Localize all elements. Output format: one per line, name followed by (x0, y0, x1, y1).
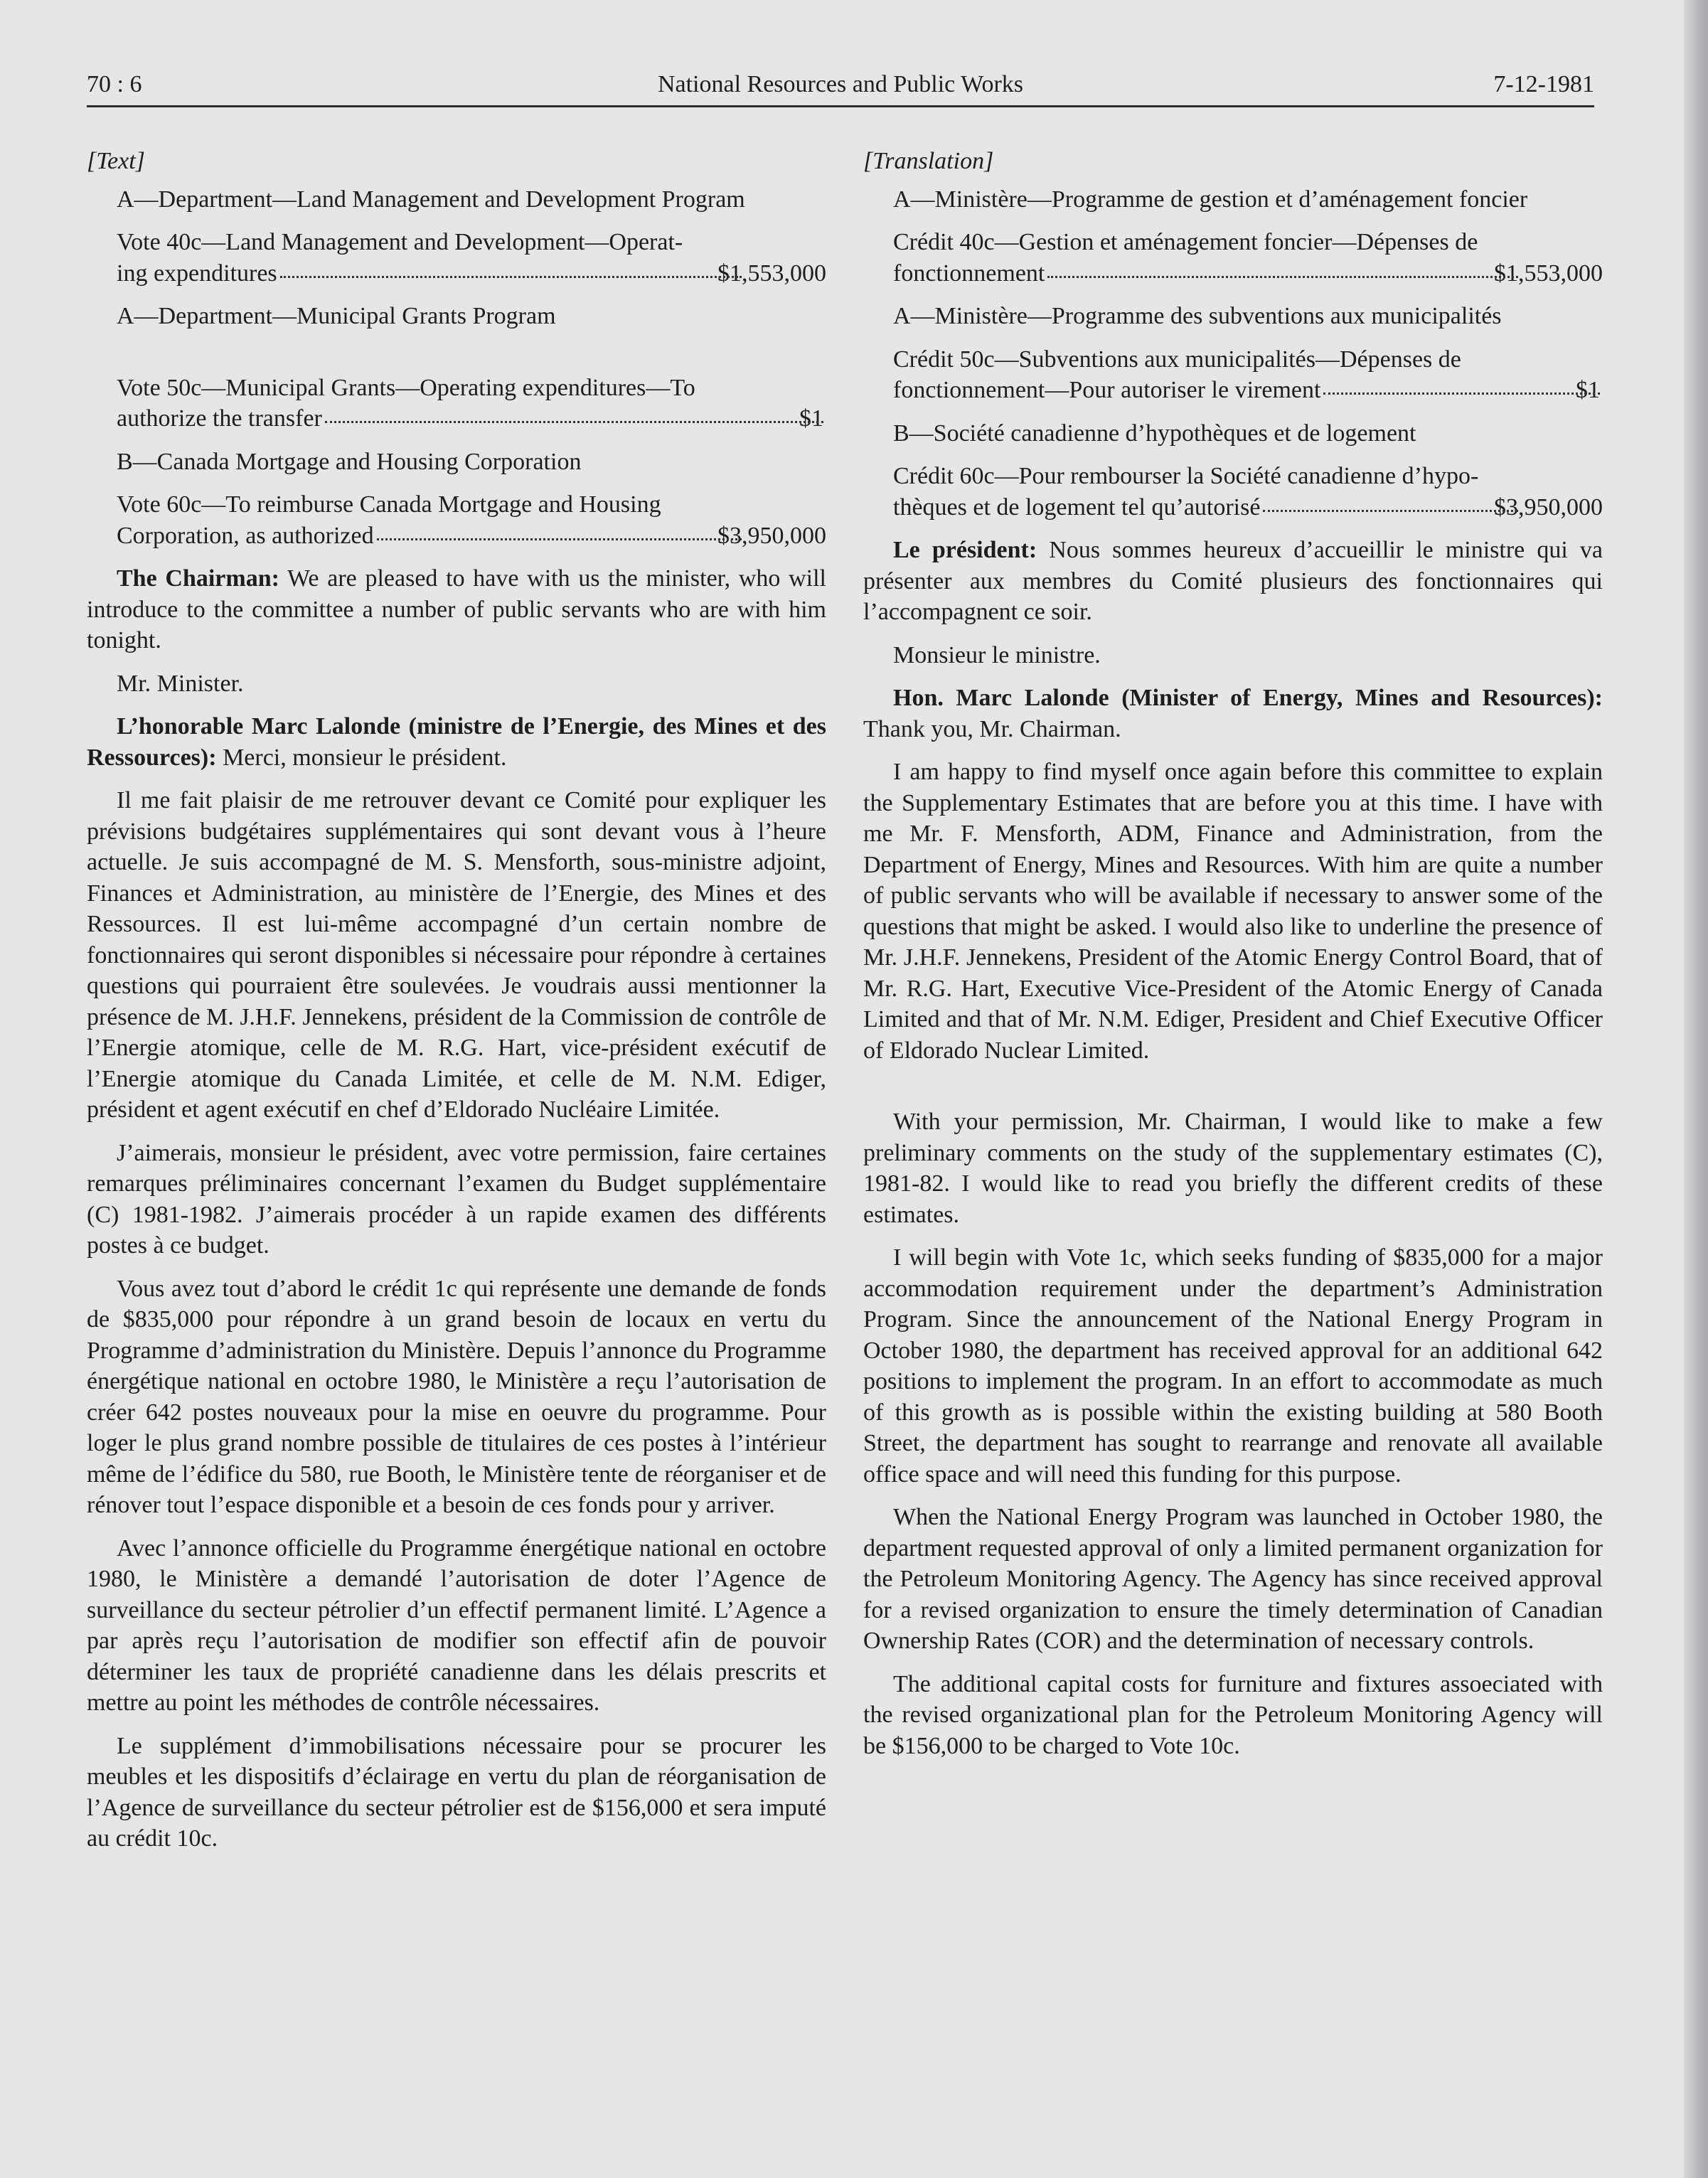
paragraph-2: With your permission, Mr. Chairman, I would like to make a few preliminary comments on the study of the supplementary estimates (C), 1981-82. I would like to read you briefly the different credits of these estimates. (863, 1109, 1603, 1228)
credit-40c-text: Crédit 40c—Gestion et aménagement foncier—Dépenses de (893, 229, 1478, 255)
vote-50c: Vote 50c—Municipal Grants—Operating expenditures—To authorize the transfer $1 (87, 373, 826, 434)
lalonde-paragraph: Hon. Marc Lalonde (Minister of Energy, Mines and Resources): Thank you, Mr. Chairman. (863, 685, 1603, 742)
program-heading-1: A—Ministère—Programme de gestion et d’aménagement foncier (893, 186, 1528, 213)
running-header (87, 70, 1594, 107)
paragraph-4: Avec l’annonce officielle du Programme énergétique national en octobre 1980, le Ministère a demandé l’autorisation de doter l’Agence de surveillance du secteur pétrolier d’un effectif permanent limité. L’Agence a par après reçu l’autorisation de modifier son effectif afin de pouvoir déterminer les taux de propriété canadienne dans les délais prescrits et mettre au point les méthodes de contrôle nécessaires. (87, 1534, 826, 1716)
credit-50c: Crédit 50c—Subventions aux municipalités—Dépenses de fonctionnement—Pour autoriser le virement $1 (863, 344, 1603, 406)
left-column (87, 146, 826, 1867)
vote-40c-amount: $1,553,000 (717, 260, 826, 287)
leader-dots (325, 420, 823, 423)
program-heading-3: B—Société canadienne d’hypothèques et de logement (893, 420, 1416, 447)
leader-dots (1047, 275, 1518, 278)
chairman-paragraph: Le président: Nous sommes heureux d’accueillir le ministre qui va présenter aux membres du Comité plusieurs des fonctionnaires qui l’accompagnent ce soir. (863, 537, 1603, 625)
speaker-name: Hon. Marc Lalonde (Minister of Energy, Mines and Resources): (893, 685, 1603, 711)
lalonde-paragraph: L’honorable Marc Lalonde (ministre de l’Energie, des Mines et des Ressources): Merci, monsieur le président. (87, 713, 826, 771)
vote-60c-cont: Corporation, as authorized (117, 522, 374, 549)
leader-dots (1263, 509, 1518, 512)
speaker-name: L’honorable Marc Lalonde (ministre de l’Energie, des Mines et des Ressources): (87, 713, 826, 771)
chairman-paragraph: The Chairman: We are pleased to have with us the minister, who will introduce to the committee a number of public servants who are with him tonight. (87, 565, 827, 653)
speaker-name: The Chairman: (117, 565, 279, 592)
credit-60c-amount: $3,950,000 (1494, 493, 1603, 521)
vote-60c (87, 489, 826, 551)
credit-50c-cont: fonctionnement—Pour autoriser le virement (893, 377, 1321, 403)
vote-50c-text: Vote 50c—Municipal Grants—Operating expenditures—To (117, 374, 695, 401)
paragraph-5: Le supplément d’immobilisations nécessaire pour se procurer les meubles et les dispositifs d’éclairage en vertu du plan de réorganisation de l’Agence de surveillance du secteur pétrolier est de $156,000 et sera imputé au crédit 10c. (87, 1732, 826, 1852)
speaker-name: Le président: (893, 537, 1037, 563)
paragraph-5: The additional capital costs for furniture and fixtures assoeciated with the revised organizational plan for the Petroleum Monitoring Agency will be $156,000 to be charged to Vote 10c. (863, 1670, 1603, 1759)
translation-tag: [Translation] (863, 148, 994, 174)
credit-60c-cont: thèques et de logement tel qu’autorisé (893, 493, 1261, 521)
credit-40c-amount: $1,553,000 (1494, 260, 1603, 287)
credit-60c-text: Crédit 60c—Pour rembourser la Société canadienne d’hypo- (893, 463, 1479, 489)
page-binding-edge (1684, 0, 1708, 2178)
vote-40c (87, 227, 826, 289)
vote-60c-text: Vote 60c—To reimburse Canada Mortgage and Housing (117, 491, 661, 518)
vote-50c-cont: authorize the transfer (117, 405, 322, 432)
program-heading-2: A—Department—Municipal Grants Program (117, 303, 556, 329)
right-column (863, 146, 1603, 1773)
vote-40c-cont: ing expenditures (117, 260, 277, 287)
leader-dots (280, 275, 742, 278)
leader-dots (377, 538, 742, 540)
text-tag: [Text] (87, 148, 145, 174)
header-date: 7-12-1981 (1493, 71, 1594, 97)
leader-dots (1323, 392, 1600, 395)
credit-40c-cont: fonctionnement (893, 260, 1045, 287)
program-heading-2: A—Ministère—Programme des subventions aux municipalités (893, 303, 1502, 329)
mr-minister-line: Mr. Minister. (117, 670, 244, 697)
program-heading-3: B—Canada Mortgage and Housing Corporation (117, 448, 582, 475)
vote-40c-text: Vote 40c—Land Management and Development—Operat- (117, 229, 683, 255)
page-number: 70 : 6 (87, 71, 142, 97)
credit-60c (863, 461, 1603, 523)
vote-60c-amount: $3,950,000 (717, 522, 826, 549)
program-heading-1: A—Department—Land Management and Development Program (117, 186, 745, 213)
paragraph-4: When the National Energy Program was launched in October 1980, the department requested approval of only a limited permanent organization for the Petroleum Monitoring Agency. The Agency has since received approval for a revised organization to ensure the timely determination of Canadian Ownership Rates (COR) and the determination of necessary controls. (863, 1504, 1603, 1654)
paragraph-2: J’aimerais, monsieur le président, avec votre permission, faire certaines remarques préliminaires concernant l’examen du Budget supplémentaire (C) 1981-1982. J’aimerais procéder à un rapide examen des différents postes à ce budget. (87, 1139, 826, 1259)
paragraph-1: I am happy to find myself once again before this committee to explain the Supplementary Estimates that are before you at this time. I have with me Mr. F. Mensforth, ADM, Finance and Administration, from the Department of Energy, Mines and Resources. With him are quite a number of public servants who will be available if necessary to answer some of the questions that might be asked. I would also like to underline the presence of Mr. J.H.F. Jennekens, President of the Atomic Energy Control Board, that of Mr. R.G. Hart, Executive Vice-President of the Atomic Energy of Canada Limited and that of Mr. N.M. Ediger, President and Chief Executive Officer of Eldorado Nuclear Limited. (863, 759, 1603, 1064)
credit-50c-text: Crédit 50c—Subventions aux municipalités—Dépenses de (893, 346, 1461, 373)
paragraph-1: Il me fait plaisir de me retrouver devant ce Comité pour expliquer les prévisions budgétaires supplémentaires qui sont devant vous à l’heure actuelle. Je suis accompagné de M. S. Mensforth, sous-ministre adjoint, Finances et Administration, au ministère de l’Energie, des Mines et des Ressources. Il est lui-même accompagné d’un certain nombre de fonctionnaires qui seront disponibles si nécessaire pour répondre à certaines questions qui pourraient être soulevées. Je voudrais aussi mentionner la présence de M. J.H.F. Jennekens, président de la Commission de contrôle de l’Energie atomique, celle de M. R.G. Hart, vice-président exécutif de l’Energie atomique du Canada Limitée, et celle de M. N.M. Ediger, président et agent exécutif en chef d’Eldorado Nucléaire Limitée. (87, 787, 826, 1123)
paragraph-3: Vous avez tout d’abord le crédit 1c qui représente une demande de fonds de $835,000 pour répondre à un grand besoin de locaux en vertu du Programme d’administration du Ministère. Depuis l’annonce du Programme énergétique national en octobre 1980, le Ministère a reçu l’autorisation de créer 642 postes nouveaux pour la mise en oeuvre du programme. Pour loger le plus grand nombre possible de titulaires de ces postes à l’intérieur même de l’édifice du 580, rue Booth, le Ministère tente de réorganiser et de rénover tout l’espace disponible et a besoin de ces fonds pour y arriver. (87, 1275, 826, 1518)
paragraph-3: I will begin with Vote 1c, which seeks funding of $835,000 for a major accommodation requirement under the department’s Administration Program. Since the announcement of the National Energy Program in October 1980, the department has received approval for an additional 642 positions to implement the program. In an effort to accommodate as much of this growth as is possible within the existing building at 580 Booth Street, the department has sought to rearrange and renovate all available office space and will need this funding for this purpose. (863, 1244, 1603, 1488)
header-title: National Resources and Public Works (657, 71, 1024, 97)
credit-40c (863, 227, 1603, 289)
mr-minister-line: Monsieur le ministre. (893, 641, 1101, 668)
